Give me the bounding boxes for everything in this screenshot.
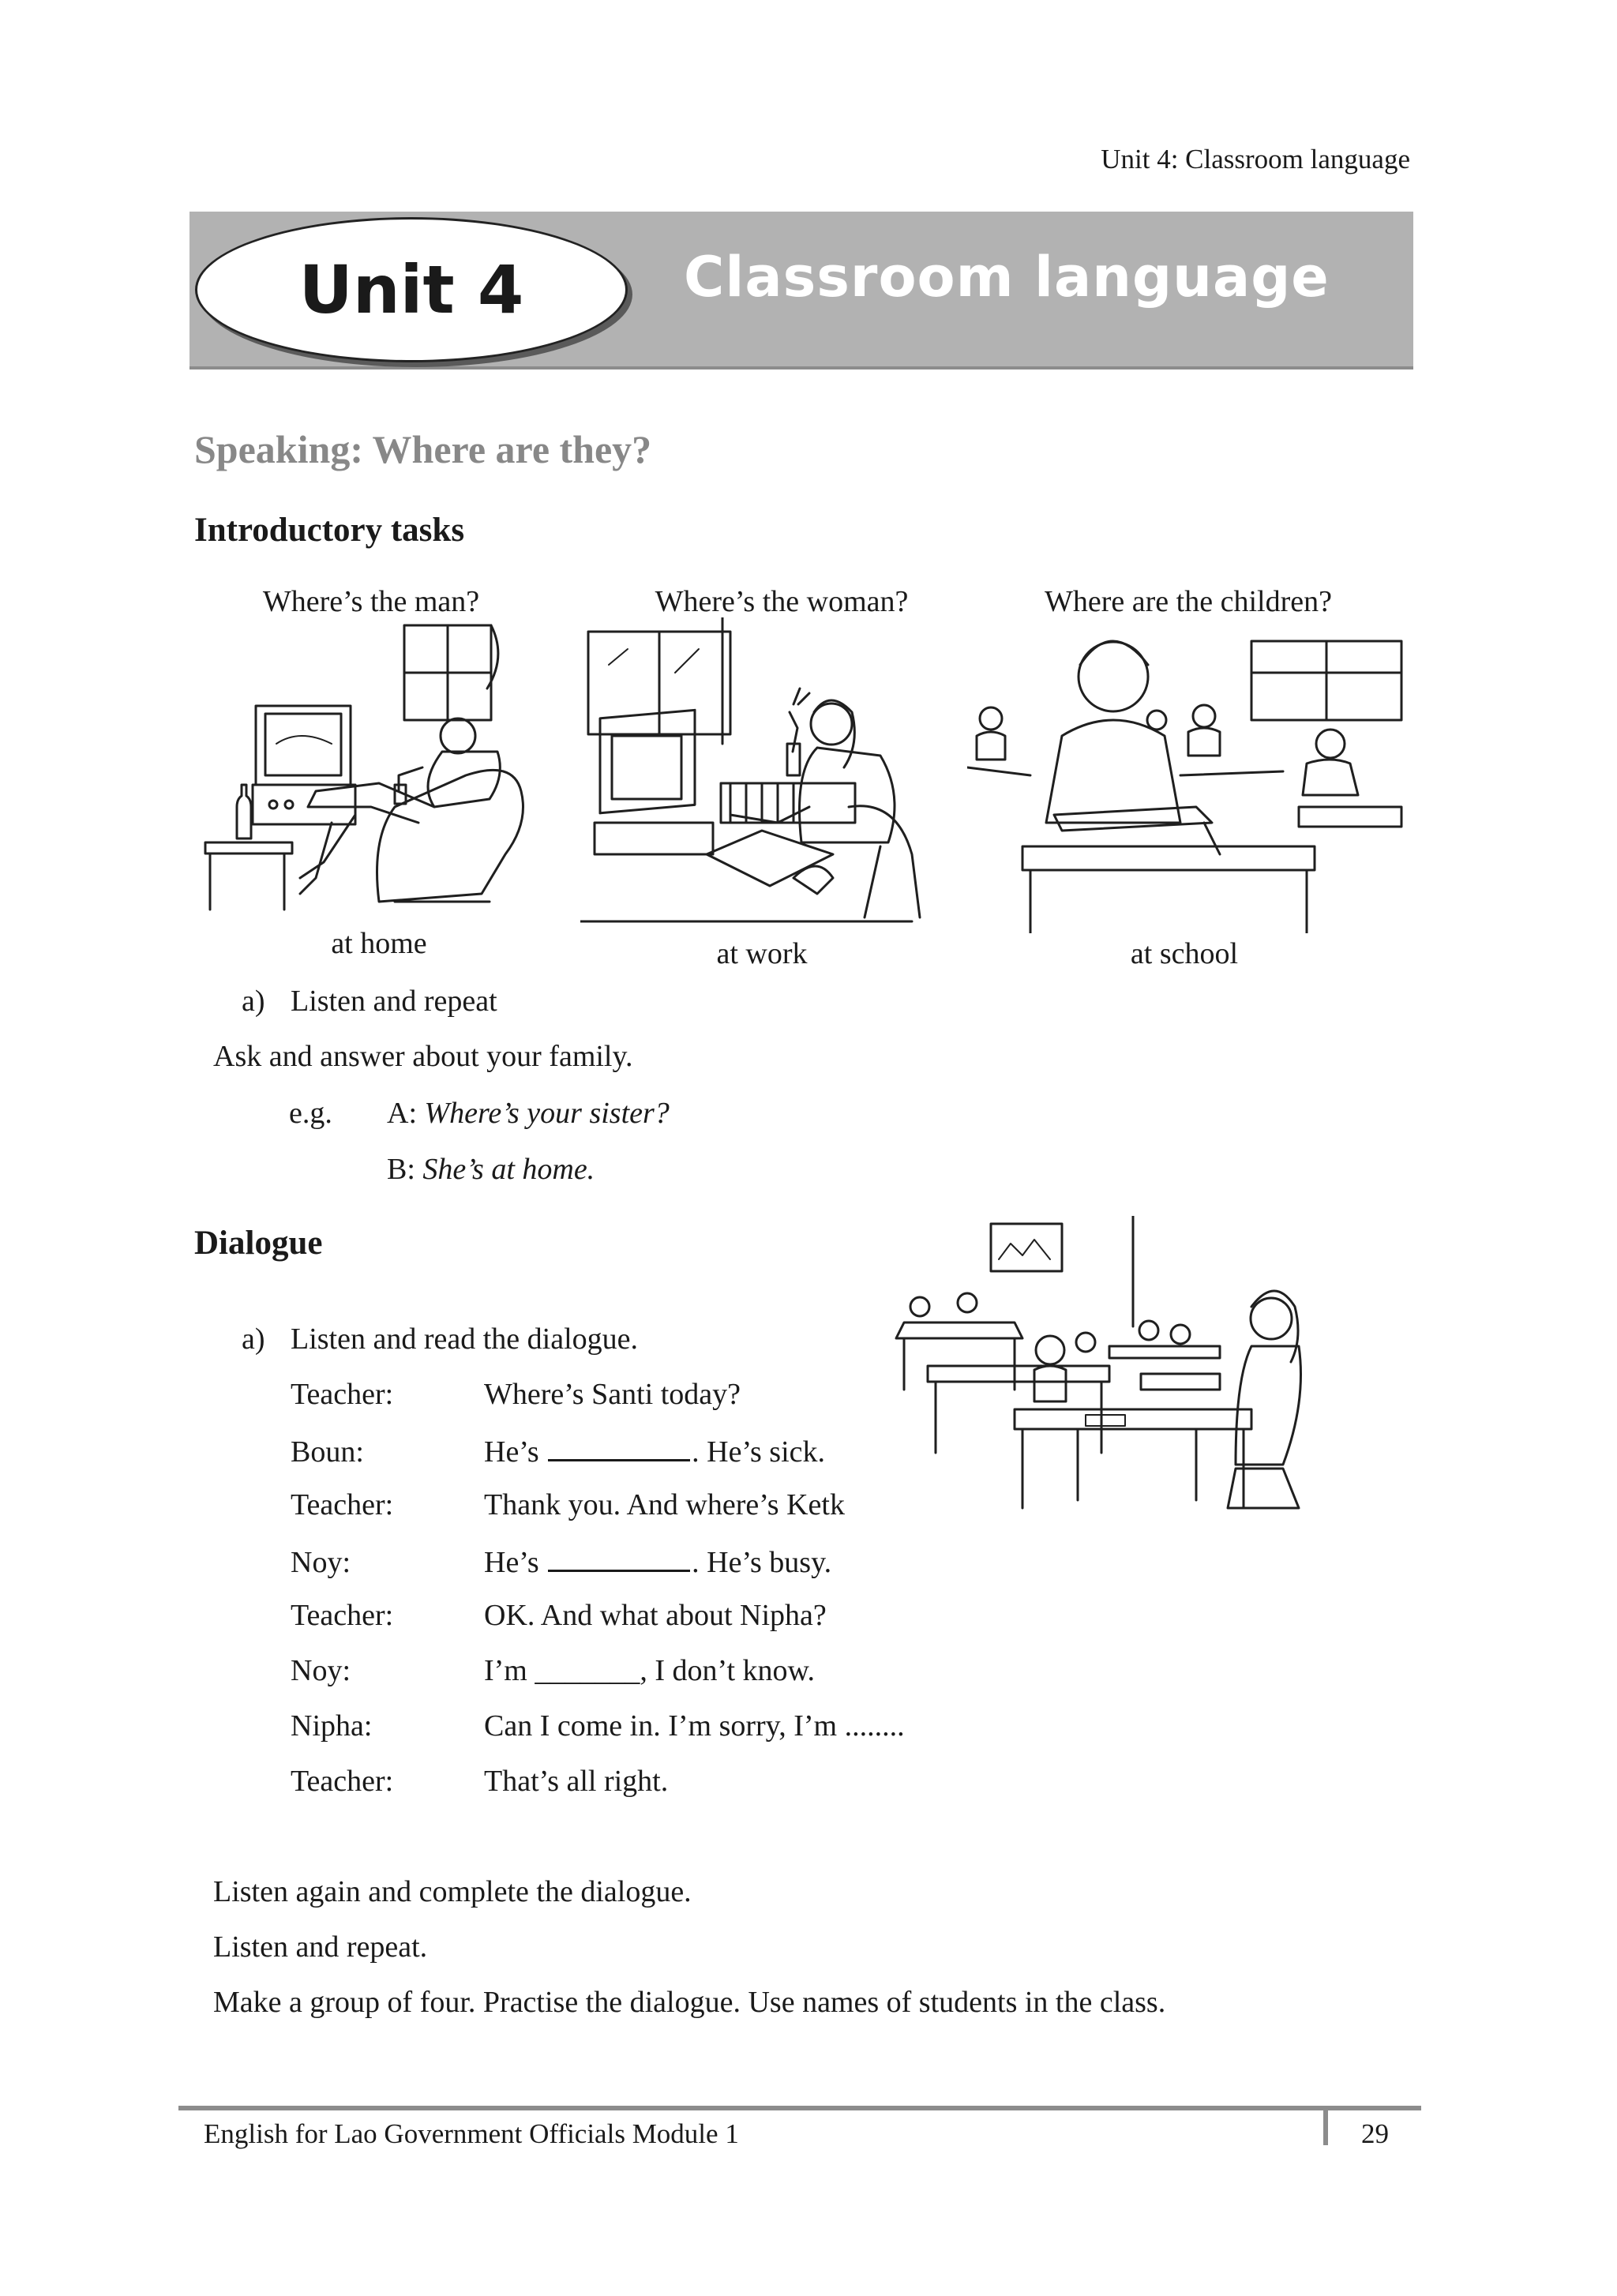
dialogue-speaker: Teacher: xyxy=(291,1488,394,1521)
unit-title: Classroom language xyxy=(684,245,1330,310)
instruction-complete-dialogue: Listen again and complete the dialogue. xyxy=(213,1875,692,1908)
caption-at-work: at work xyxy=(716,937,808,970)
section-title: Speaking: Where are they? xyxy=(194,427,652,471)
dialogue-utterance: He’s xyxy=(484,1546,547,1579)
dialogue-line xyxy=(291,1764,668,1799)
dialogue-task-marker: a) xyxy=(242,1322,265,1356)
dialogue-utterance: OK. And what about Nipha? xyxy=(484,1599,827,1632)
fill-in-blank xyxy=(548,1543,690,1572)
dialogue-speaker: Noy: xyxy=(291,1654,351,1687)
task-a-marker: a) xyxy=(242,985,265,1018)
unit-label-oval: Unit 4 xyxy=(195,217,628,362)
question-man: Where’s the man? xyxy=(262,585,480,618)
dialogue-line xyxy=(291,1488,875,1522)
task-a-text: Listen and repeat xyxy=(291,985,497,1018)
ask-answer-instruction: Ask and answer about your family. xyxy=(213,1040,633,1073)
dialogue-utterance: I’m _______, I don’t know. xyxy=(484,1654,816,1687)
dialogue-utterance-end: . He’s busy. xyxy=(692,1546,832,1579)
classroom-illustration xyxy=(888,1216,1338,1516)
dialogue-task-text: Listen and read the dialogue. xyxy=(291,1322,639,1356)
dialogue-speaker: Nipha: xyxy=(291,1709,373,1743)
dialogue-line xyxy=(291,1377,741,1412)
dialogue-speaker: Teacher: xyxy=(291,1378,394,1411)
children-at-school-illustration xyxy=(967,617,1409,933)
example-b-speaker: B: xyxy=(387,1153,423,1186)
running-head: Unit 4: Classroom language xyxy=(1101,144,1410,174)
footer-divider xyxy=(1323,2106,1328,2145)
footer-rule xyxy=(178,2106,1421,2110)
dialogue-line xyxy=(291,1432,825,1469)
example-a-text: Where’s your sister? xyxy=(424,1097,670,1130)
dialogue-utterance: Thank you. And where’s Ketk xyxy=(484,1488,845,1521)
dialogue-line xyxy=(291,1598,827,1633)
caption-at-home: at home xyxy=(331,927,427,960)
example-a-speaker: A: xyxy=(387,1097,425,1130)
example-marker: e.g. xyxy=(289,1097,332,1130)
dialogue-utterance-end: . He’s sick. xyxy=(692,1435,826,1469)
introductory-tasks-heading: Introductory tasks xyxy=(194,512,465,549)
dialogue-utterance: He’s xyxy=(484,1435,547,1469)
dialogue-speaker: Teacher: xyxy=(291,1765,394,1798)
woman-at-work-illustration xyxy=(580,617,936,925)
dialogue-utterance: Can I come in. I’m sorry, I’m ........ xyxy=(484,1709,905,1743)
dialogue-speaker: Noy: xyxy=(291,1546,351,1579)
dialogue-speaker: Teacher: xyxy=(291,1599,394,1632)
example-line-a xyxy=(387,1096,670,1131)
dialogue-line xyxy=(291,1543,831,1580)
instruction-listen-repeat: Listen and repeat. xyxy=(213,1930,428,1964)
example-line-b xyxy=(387,1152,595,1187)
dialogue-line xyxy=(291,1709,905,1743)
man-at-home-illustration xyxy=(197,617,568,925)
fill-in-blank xyxy=(548,1432,690,1461)
dialogue-heading: Dialogue xyxy=(194,1225,323,1262)
example-b-text: She’s at home. xyxy=(422,1153,595,1186)
question-children: Where are the children? xyxy=(1045,585,1332,618)
question-woman: Where’s the woman? xyxy=(655,585,909,618)
dialogue-speaker: Boun: xyxy=(291,1435,364,1469)
dialogue-utterance: Where’s Santi today? xyxy=(484,1378,741,1411)
dialogue-line xyxy=(291,1653,815,1688)
instruction-group-practice: Make a group of four. Practise the dialogue. Use names of students in the class. xyxy=(213,1986,1166,2019)
dialogue-utterance: That’s all right. xyxy=(484,1765,669,1798)
footer-book-title: English for Lao Government Officials Module 1 xyxy=(204,2118,739,2149)
caption-at-school: at school xyxy=(1130,937,1239,970)
page-number: 29 xyxy=(1361,2118,1389,2149)
